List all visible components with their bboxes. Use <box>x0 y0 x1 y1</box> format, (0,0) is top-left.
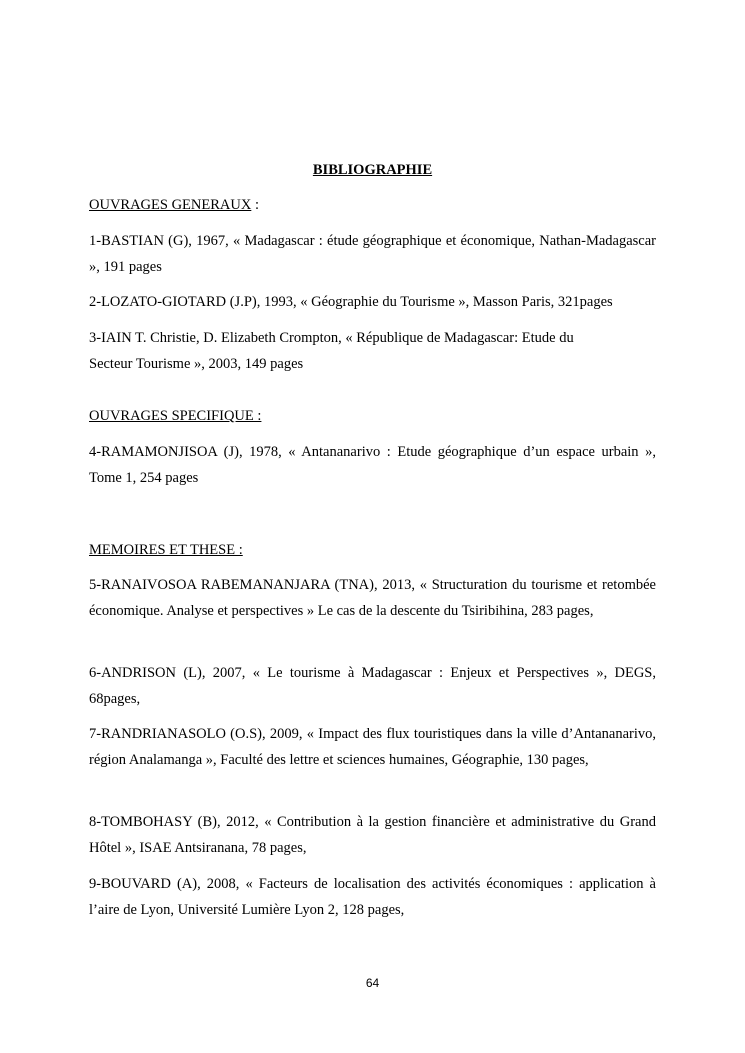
section-heading-ouvrages-specifique <box>89 406 261 426</box>
page-number: 64 <box>365 976 380 990</box>
section-heading-suffix: : <box>251 197 259 213</box>
bibliography-entry-1: 1-BASTIAN (G), 1967, « Madagascar : étude géographique et économique, Nathan-Madagascar », 191 pages <box>89 233 656 275</box>
bibliography-entry-8: 8-TOMBOHASY (B), 2012, « Contribution à la gestion financière et administrative du Grand Hôtel », ISAE Antsiranana, 78 pages, <box>89 814 656 856</box>
section-heading-text: OUVRAGES SPECIFIQUE : <box>89 408 262 424</box>
bibliography-entry-9: 9-BOUVARD (A), 2008, « Facteurs de localisation des activités économiques : application à l’aire de Lyon, Université Lumière Lyon 2, 128 pages, <box>89 876 656 918</box>
bibliography-entry-5: 5-RANAIVOSOA RABEMANANJARA (TNA), 2013, « Structuration du tourisme et retombée économique. Analyse et perspectives » Le cas de la descente du Tsiribihina, 283 pages, <box>89 577 656 619</box>
section-heading-ouvrages-generaux <box>89 195 259 215</box>
section-heading-text: MEMOIRES ET THESE : <box>89 542 243 558</box>
bibliography-entry-2: 2-LOZATO-GIOTARD (J.P), 1993, « Géographie du Tourisme », Masson Paris, 321pages <box>89 294 613 310</box>
section-heading-memoires-et-these <box>89 540 243 560</box>
bibliography-entry-3: 3-IAIN T. Christie, D. Elizabeth Crompton, « République de Madagascar: Etude du Secteur Tourisme », 2003, 149 pages <box>89 330 574 372</box>
bibliography-entry-7: 7-RANDRIANASOLO (O.S), 2009, « Impact des flux touristiques dans la ville d’Antananarivo, région Analamanga », Faculté des lettre et sciences humaines, Géographie, 130 pages, <box>89 726 656 768</box>
bibliography-entry-4: 4-RAMAMONJISOA (J), 1978, « Antananarivo : Etude géographique d’un espace urbain », Tome 1, 254 pages <box>89 444 656 486</box>
bibliography-title: BIBLIOGRAPHIE <box>312 162 433 178</box>
section-heading-text: OUVRAGES GENERAUX <box>89 197 252 213</box>
bibliography-entry-6: 6-ANDRISON (L), 2007, « Le tourisme à Madagascar : Enjeux et Perspectives », DEGS, 68pages, <box>89 665 656 707</box>
